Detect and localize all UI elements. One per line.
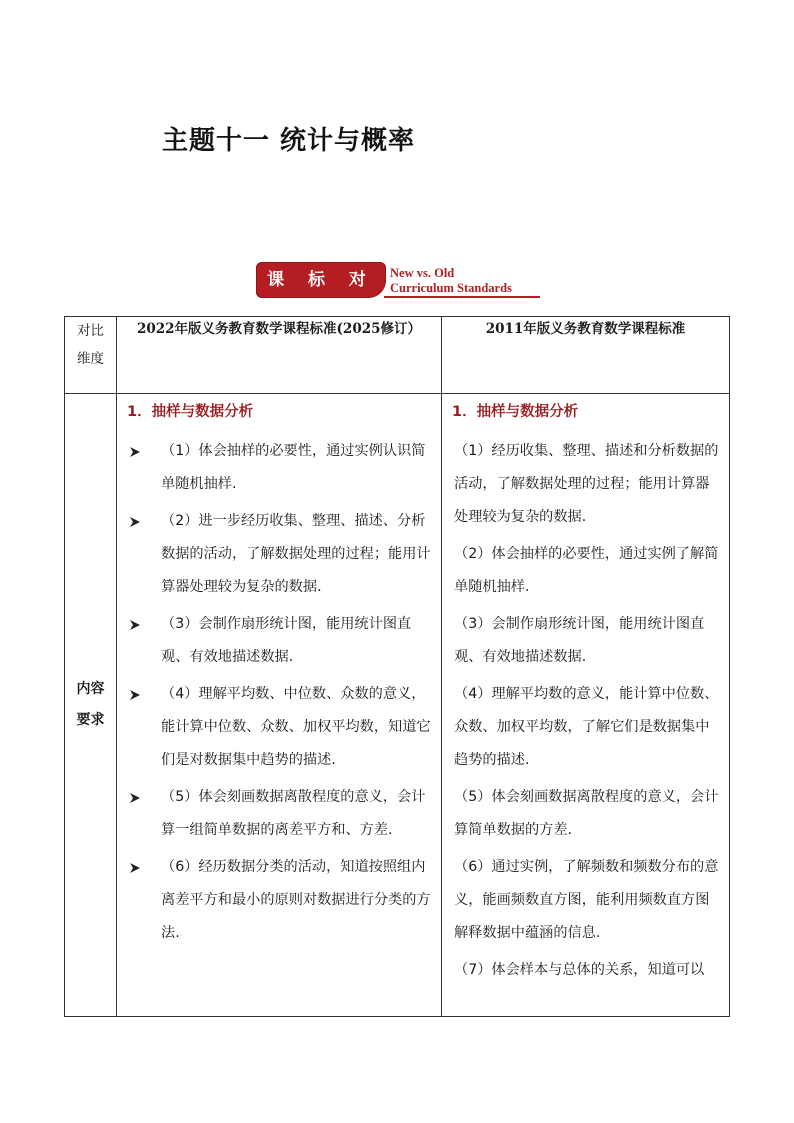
arrow-bullet-icon [129, 435, 143, 468]
list-item: （4）理解平均数的意义，能计算中位数、众数、加权平均数，了解它们是数据集中趋势的描述. [454, 686, 719, 768]
list-item [127, 678, 433, 777]
page-title: 主题十一 统计与概率 [162, 126, 416, 156]
arrow-bullet-icon [129, 505, 143, 538]
header-new-standard: 2022年版义务教育数学课程标准(2025修订） [117, 317, 442, 394]
comparison-table [64, 316, 730, 1017]
list-item-text: （4）理解平均数、中位数、众数的意义，能计算中位数、众数、加权平均数，知道它们是对数据集中趋势的描述. [161, 686, 431, 768]
list-item: （7）体会样本与总体的关系，知道可以 [454, 962, 705, 978]
row-dimension-line2: 要求 [76, 712, 105, 728]
arrow-bullet-icon [129, 851, 143, 884]
arrow-bullet-icon [129, 678, 143, 711]
list-item-text: （2）进一步经历收集、整理、描述、分析数据的活动，了解数据处理的过程；能用计算器处理较为复杂的数据. [161, 513, 431, 595]
list-item: （1）经历收集、整理、描述和分析数据的活动，了解数据处理的过程；能用计算器处理较为复杂的数据. [454, 443, 719, 525]
row-dimension [65, 394, 117, 1017]
list-item [127, 781, 433, 847]
list-item-text: （5）体会刻画数据离散程度的意义，会计算一组简单数据的离差平方和、方差. [161, 789, 426, 838]
header-dimension-line2: 维度 [77, 351, 104, 367]
row-dimension-line1: 内容 [76, 681, 105, 697]
banner-label-en-line1: New vs. Old [390, 266, 455, 280]
list-item-text: （6）经历数据分类的活动，知道按照组内离差平方和最小的原则对数据进行分类的方法. [161, 859, 431, 941]
arrow-bullet-icon [129, 781, 143, 814]
banner-label-en [390, 266, 512, 296]
arrow-bullet-icon [129, 608, 143, 641]
list-item-text: （3）会制作扇形统计图，能用统计图直观、有效地描述数据. [161, 616, 412, 665]
list-item [127, 608, 433, 674]
new-section-title: 1．抽样与数据分析 [127, 404, 254, 420]
header-dimension-line1: 对比 [77, 323, 104, 339]
header-old-standard: 2011年版义务教育数学课程标准 [442, 317, 730, 394]
list-item: （2）体会抽样的必要性，通过实例了解简单随机抽样. [454, 546, 719, 595]
list-item [127, 851, 433, 950]
banner-underline [384, 296, 540, 298]
new-standard-cell [117, 394, 442, 1017]
banner-label-cn: 课 标 对 比 [267, 270, 375, 326]
banner-label-en-line2: Curriculum Standards [390, 281, 512, 295]
list-item: （6）通过实例，了解频数和频数分布的意义，能画频数直方图，能利用频数直方图解释数据中蕴涵的信息. [454, 859, 719, 941]
table-row [65, 394, 730, 1017]
list-item [127, 505, 433, 604]
section-banner [256, 262, 546, 326]
header-dimension [65, 317, 117, 394]
list-item: （3）会制作扇形统计图，能用统计图直观、有效地描述数据. [454, 616, 705, 665]
table-header-row [65, 317, 730, 394]
list-item-text: （1）体会抽样的必要性，通过实例认识简单随机抽样. [161, 443, 426, 492]
old-standard-cell [442, 394, 730, 1017]
old-section-title: 1．抽样与数据分析 [452, 404, 579, 420]
list-item: （5）体会刻画数据离散程度的意义，会计算简单数据的方差. [454, 789, 719, 838]
list-item [127, 435, 433, 501]
